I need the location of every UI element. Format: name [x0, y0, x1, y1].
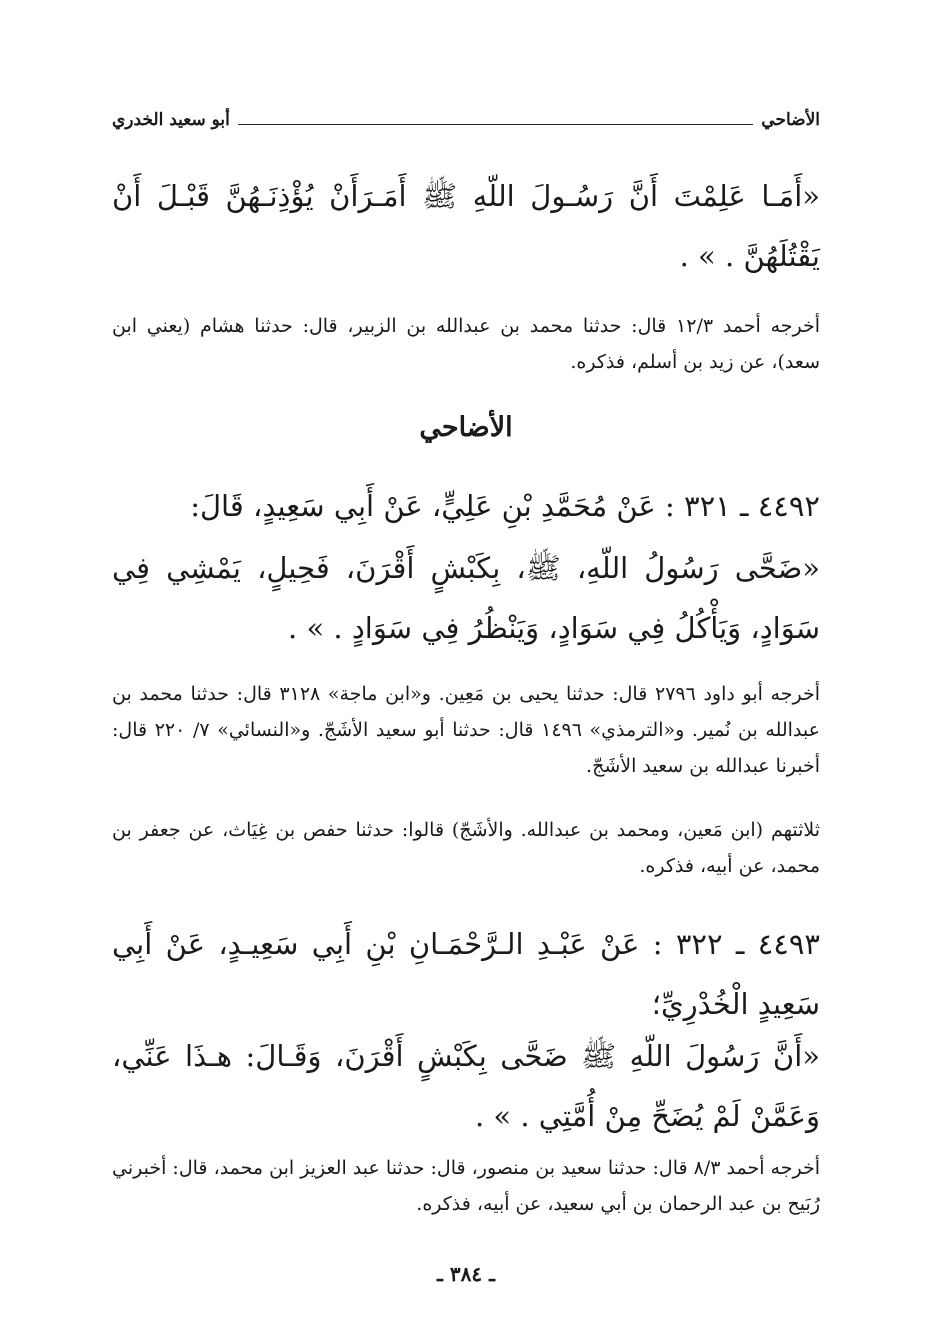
hadith-number: ٤٤٩٣ ـ ٣٢٢ : — [652, 927, 821, 961]
hadith-4492 — [112, 476, 820, 536]
section-title: الأضاحي — [419, 412, 513, 443]
hadith-isnad: عَنْ عَبْـدِ الـرَّحْمَـانِ بْنِ أَبِي سَعِيـدٍ، عَنْ أَبِي سَعِيدٍ الْخُدْرِيِّ؛ — [112, 927, 820, 1021]
hadith-isnad: عَنْ مُحَمَّدِ بْنِ عَلِيٍّ، عَنْ أَبِي سَعِيدٍ، قَالَ: — [190, 489, 656, 523]
book-page — [112, 104, 820, 1304]
continuation-matn: «أَمَـا عَلِمْتَ أَنَّ رَسُـولَ اللّهِ ﷺ أَمَـرَأَنْ يُؤْذِنَـهُنَّ قَبْـلَ أَنْ يَقْتُلَهُنَّ . » . — [112, 179, 820, 273]
hadith-4492-matn: «ضَحَّى رَسُولُ اللّهِ، ﷺ، بِكَبْشٍ أَقْرَنَ، فَحِيلٍ، يَمْشِي فِي سَوَادٍ، وَيَأْكُلُ فِي سَوَادٍ، وَيَنْظُرُ فِي سَوَادٍ . » . — [112, 551, 820, 645]
author-heading: أبو سعيد الخدري — [112, 110, 230, 130]
hadith-number: ٤٤٩٢ ـ ٣٢١ : — [665, 489, 820, 523]
hadith-4492-takhrij-1: أخرجه أبو داود ٢٧٩٦ قال: حدثنا يحيى بن مَعِين. و«ابن ماجة» ٣١٢٨ قال: حدثنا محمد بن عبدالله بن نُمير. و«الترمذي» ١٤٩٦ قال: حدثنا أبو سعيد الأشَجّ. و«النسائي» ٧/ ٢٢٠ قال: أخبرنا عبدالله بن سعيد الأشَجّ. — [112, 683, 821, 777]
running-header — [112, 104, 820, 130]
hadith-4493-takhrij: أخرجه أحمد ٨/٣ قال: حدثنا سعيد بن منصور، قال: حدثنا عبد العزيز ابن محمد، قال: أخبرني رُبَيح بن عبد الرحمان بن أبي سعيد، عن أبيه، فذكره. — [112, 1157, 821, 1215]
hadith-4493-matn: «أَنَّ رَسُولَ اللّهِ ﷺ ضَحَّى بِكَبْشٍ أَقْرَنَ، وَقَـالَ: هـذَا عَنِّي، وَعَمَّنْ لَمْ يُضَحِّ مِنْ أُمَّتِي . » . — [112, 1039, 820, 1133]
hadith-4493 — [112, 914, 820, 1034]
header-rule — [238, 124, 753, 125]
chapter-heading: الأضاحي — [761, 110, 820, 130]
page-number: ـ ٣٨٤ ـ — [437, 1262, 495, 1286]
hadith-4492-takhrij-2: ثلاثتهم (ابن مَعين، ومحمد بن عبدالله. والأشَجّ) قالوا: حدثنا حفص بن غِيَاث، عن جعفر بن محمد، عن أبيه، فذكره. — [112, 819, 820, 877]
continuation-takhrij: أخرجه أحمد ١٢/٣ قال: حدثنا محمد بن عبدالله بن الزبير، قال: حدثنا هشام (يعني ابن سعد)، عن زيد بن أسلم، فذكره. — [112, 315, 821, 373]
